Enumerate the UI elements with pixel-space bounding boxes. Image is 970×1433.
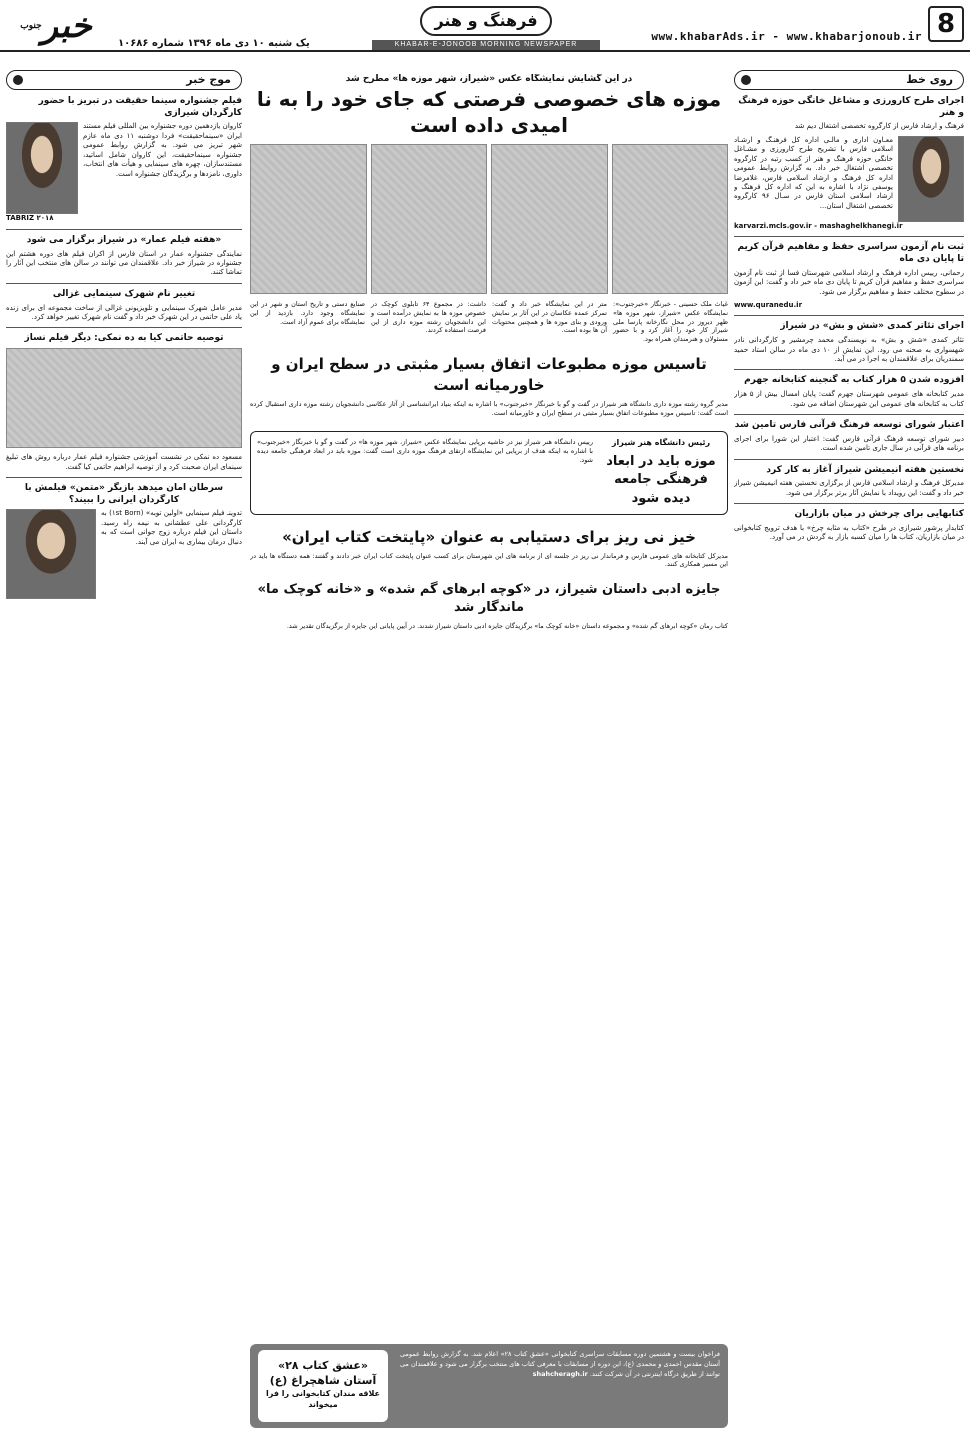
director-portrait xyxy=(6,122,78,214)
exhibition-photo xyxy=(371,144,488,294)
article-subtitle: فرهنگ و ارشاد فارس از کارگروه تخصصی اشتغال دیم شد xyxy=(794,122,964,131)
ad-link[interactable]: shahcheragh.ir xyxy=(532,1369,588,1378)
article-body: رحمانی، رییس اداره فرهنگ و ارشاد اسلامی شهرستان فسا از ثبت نام آزمون سراسری حفظ و مفاهیم قرآن کریم تا پایان دی ماه خبر داد و گفت: این آزمون در سطوح مختلف حفظ و مفاهیم برگزار می شود. xyxy=(734,268,964,296)
article-body: دبیر شورای توسعه فرهنگ قرآنی فارس گفت: اعتبار این شورا برای اجرای برنامه های قرآنی در سال جاری تامین شده است. xyxy=(734,434,964,453)
book-contest-ad xyxy=(250,1344,728,1428)
ad-body: فراخوان بیست و هشتمین دوره مسابقات سراسری کتابخوانی «عشق کتاب ۲۸» اعلام شد. به گزارش روابط عمومی آستان مقدس احمدی و محمدی (ع)، این دوره از مسابقات با معرفی کتاب های منتخب برگزار می شود و علاقمندان می توانند از طریق درگاه اینترنتی در آن شرکت کنند. shahcheragh.ir xyxy=(400,1350,720,1378)
article-title: ثبت نام آزمون سراسری حفظ و مفاهیم قرآن کریم تا پایان دی ماه xyxy=(737,242,964,264)
sub-headline: تاسیس موزه مطبوعات اتفاق بسیار مثبتی در سطح ایران و خاورمیانه است xyxy=(271,354,707,394)
article-body: نمایندگی جشنواره عمار در استان فارس از اکران فیلم های دوره هشتم این جشنواره در شیراز خبر داد. علاقمندان می توانند در سالن های منتخب این آثار را تماشا کنند. xyxy=(6,249,242,277)
article-body: مدیر کتابخانه های عمومی شهرستان جهرم گفت: پایان امسال بیش از ۵ هزار کتاب به کتابخانه های عمومی این شهرستان اضافه می شود. xyxy=(734,390,964,408)
box-headline: موزه باید در ابعاد فرهنگی جامعه دیده شود xyxy=(606,454,716,506)
sub-headline: جایزه ادبی داستان شیراز، در «کوچه ابرهای گم شده» و «خانه کوچک ما» ماندگار شد xyxy=(257,582,721,616)
article-body: مدیر عامل شهرک سینمایی و تلویزیونی غزالی از ساخت مجموعه ای برای زنده یاد علی حاتمی در این شهرک خبر داد و گفت نام شهرک تغییر خواهد کرد. xyxy=(6,303,242,321)
article-title: توصیه حاتمی کیا به ده نمکی: دیگر فیلم نساز xyxy=(24,333,224,344)
site-urls[interactable]: www.khabarAds.ir - www.khabarjonoub.ir xyxy=(651,30,922,43)
article-body: تئاتر کمدی «شش و بش» به نویسندگی محمد چرمشیر و کارگردانی نادر شهسواری به صحنه می رود. این نمایش از ۱۰ دی ماه در سالن استاد حمید سمندریان برای علاقمندان به اجرا در می آید. xyxy=(734,336,964,363)
newspaper-logo: خبر$^{جنوب}$ xyxy=(20,6,92,46)
ad-subtitle: آستان شاهچراغ (ع) xyxy=(269,1374,377,1388)
left-column xyxy=(6,70,242,1428)
article-title: نخستین هفته انیمیشن شیراز آغاز به کار کرد xyxy=(766,464,964,475)
wave-icon xyxy=(13,75,23,85)
article-title: اجرای طرح کارورزی و مشاغل خانگی حوزه فرهنگ و هنر xyxy=(738,96,964,118)
article-body: کاروان یازدهمین دوره جشنواره بین المللی فیلم مستند ایران «سینماحقیقت» فردا دوشنبه ۱۱ دی ماه عازم شهر تبریز می شود. به گزارش روابط عمومی جشنواره سینماحقیقت، این کاروان شامل اساتید، مستندسازان، چهره های سینمایی و هیأت های انتخاب، داوری، نامزدها و برگزیدگان جشنواره است. xyxy=(83,122,242,178)
article-body: مدیرکل کتابخانه های عمومی فارس و فرماندار نی ریز در جلسه ای از برنامه های این شهرستان برای کسب عنوان پایتخت کتاب ایران خبر دادند و گفتند: همه دستگاه ها باید در این مسیر همکاری کنند. xyxy=(250,551,728,569)
section-title: فرهنگ و هنر xyxy=(420,6,552,36)
exhibition-photo xyxy=(612,144,729,294)
article-title: اجرای تئاتر کمدی «شش و بش» در شیراز xyxy=(780,321,964,332)
text-column: داشت: در مجموع ۶۴ تابلوی کوچک در خصوص موزه ها به نمایش درآمده است و این دانشجویان رشته موزه داری از این فرصت استفاده کردند. xyxy=(371,300,487,335)
article-title: کتابهایی برای چرخش در میان بازاریان xyxy=(794,509,964,520)
center-column xyxy=(250,74,728,634)
box-kicker: رئیس دانشگاه هنر شیراز xyxy=(611,438,711,448)
article-body: مسعود ده نمکی در نشست آموزشی جشنواره فیلم عمار درباره روش های تبلیغ سینمای ایران صحبت کرد و از توصیه ابراهیم حاتمی کیا گفت. xyxy=(6,453,242,471)
text-column: متر در این نمایشگاه خبر داد و گفت: تمرکز عمده عکاسان در این آثار بر نمایش ورودی و بنای موزه ها و همچنین محتویات آن ها بوده است. xyxy=(492,300,607,335)
main-article-text xyxy=(250,300,728,344)
photo-strip xyxy=(250,144,728,294)
text-column: غیاث ملک حسینی - خبرنگار «خبرجنوب»: نمایشگاه عکس «شیراز، شهر موزه ها» ظهر دیروز در محل نگارخانه پارسا ملی شیراز کار خود را آغاز کرد و با حضور مسئولان و هنرمندان همراه بود. xyxy=(613,300,728,344)
actor-portrait xyxy=(6,509,96,599)
article-title: سرطان امان میدهد بازیگر «متمن» فیلمش با کارگردان ایرانی را ببیند؟ xyxy=(24,482,224,505)
left-column-banner: موج خبر xyxy=(6,70,242,90)
article-body: مدیر گروه رشته موزه داری دانشگاه هنر شیراز در گفت و گو با خبرنگار «خبرجنوب» با اشاره به اینکه بنیاد ایرانشناسی از آثار عکاسی دانشجویان رشته موزه داری استقبال کرده است گفت: تاسیس موزه مطبوعات اتفاق بسیار مثبتی در سطح ایران و خاورمیانه است. xyxy=(250,399,728,417)
article-title: «هفته فیلم عمار» در شیراز برگزار می شود xyxy=(26,234,222,245)
article-body: معـاون اداری و مالـی اداره کل فرهنـگ و ارشـاد اسلامی فارس با تشریح طرح کارورزی و مشـاغل خانگی حوزه فرهنگ و هنر از کسب رتبه در کارگروه تخصصی اشتغال خبر داد. به گزارش روابط عمومی اداره کل فرهنگ و ارشاد اسلامی فارس، غلامرضا یوسفی نژاد با اشاره به این که اداره کل فرهنگ و ارشاد اسلامی استان فارس در سـال ۹۶ کارگروه تخصصی اشتغال استان... xyxy=(734,135,893,210)
text-column: صنایع دستی و تاریخ استان و شهر در این نمایشگاه وجود دارد. بازدید از این نمایشگاه برای عموم آزاد است. xyxy=(250,300,365,326)
exhibition-photo xyxy=(250,144,367,294)
article-title: تغییر نام شهرک سینمایی غزالی xyxy=(52,288,196,299)
right-column xyxy=(734,70,964,1428)
ad-title: «عشق کتاب ۲۸» xyxy=(277,1359,368,1372)
ad-title-box xyxy=(258,1350,388,1422)
wave-icon xyxy=(741,75,751,85)
main-headline: موزه های خصوصی فرصتی که جای خود را به نا امیدی داده است xyxy=(256,87,722,137)
article-title: افزوده شدن ۵ هزار کتاب به گنجینه کتابخانه جهرم xyxy=(744,375,964,386)
article-title: اعتبار شورای توسعه فرهنگ قرآنی فارس تامین شد xyxy=(734,419,964,430)
festival-tag: TABRIZ ۲۰۱۸ xyxy=(6,214,54,223)
article-kicker: در این گشایش نمایشگاه عکس «شیراز، شهر موزه ها» مطرح شد xyxy=(345,74,633,84)
newspaper-tagline: KHABAR-E-JONOOB MORNING NEWSPAPER xyxy=(372,40,600,50)
article-title: فیلم جشنواره سینما حقیقت در تبریز با حضور کارگردان شیرازی xyxy=(38,96,242,118)
masthead xyxy=(0,0,970,52)
ad-note: علاقه مندان کتابخوانی را فرا میخواند xyxy=(265,1388,381,1409)
box-body: رییس دانشگاه هنر شیراز نیز در حاشیه برپایی نمایشگاه عکس «شیراز، شهر موزه ها» در گفت و گو با خبرنگار «خبرجنوب» با اشاره به اینکه هدف از برپایی این نمایشگاه ارتقای فرهنگ موزه داری است گفت: موزه باید در ابعاد فرهنگی جامعه دیده شود. xyxy=(257,438,593,464)
page-number: 8 xyxy=(928,6,964,42)
article-body: تدوینـ فیلم سینمایی «اولین توبه» (۱st Born) به کارگردانی علی عطشانی به نیمه راه رسید. داستان این فیلم درباره زوج جوانی است که به دنبال درمان بیماری به ایران می آیند. xyxy=(101,509,242,546)
article-body: کتاب رمان «کوچه ابرهای گم شده» و مجموعه داستان «خانه کوچک ما» برگزیدگان جایزه ادبی داستان شیراز شدند. در آیین پایانی این جایزه از برگزیدگان تقدیر شد. xyxy=(286,621,728,630)
right-column-banner: روی خط xyxy=(734,70,964,90)
sidebar-box xyxy=(250,431,728,514)
filmmakers-photo xyxy=(6,348,242,448)
sub-headline: خیز نی ریز برای دستیابی به عنوان «پایتخت کتاب ایران» xyxy=(282,527,696,546)
article-link[interactable]: www.quranedu.ir xyxy=(734,300,803,309)
article-links[interactable]: karvarzi.mcls.gov.ir - mashaghelkhanegi.ir xyxy=(734,221,903,230)
exhibition-photo xyxy=(491,144,608,294)
issue-date: یک شنبه ۱۰ دی ماه ۱۳۹۶ شماره ۱۰۶۸۶ xyxy=(118,38,310,49)
article-body: مدیرکل فرهنگ و ارشاد اسلامی فارس از برگزاری نخستین هفته انیمیشن شیراز خبر داد و گفت: این رویداد با نمایش آثار برتر برگزار می شود. xyxy=(734,479,964,497)
official-portrait xyxy=(898,136,964,222)
article-body: کتابدار پرشور شیرازی در طرح «کتاب به مثابه چرخ» با هدف ترویج کتابخوانی در میان بازاریان، کتاب ها را میان کسبه بازار به گردش در می آورد. xyxy=(734,523,964,542)
